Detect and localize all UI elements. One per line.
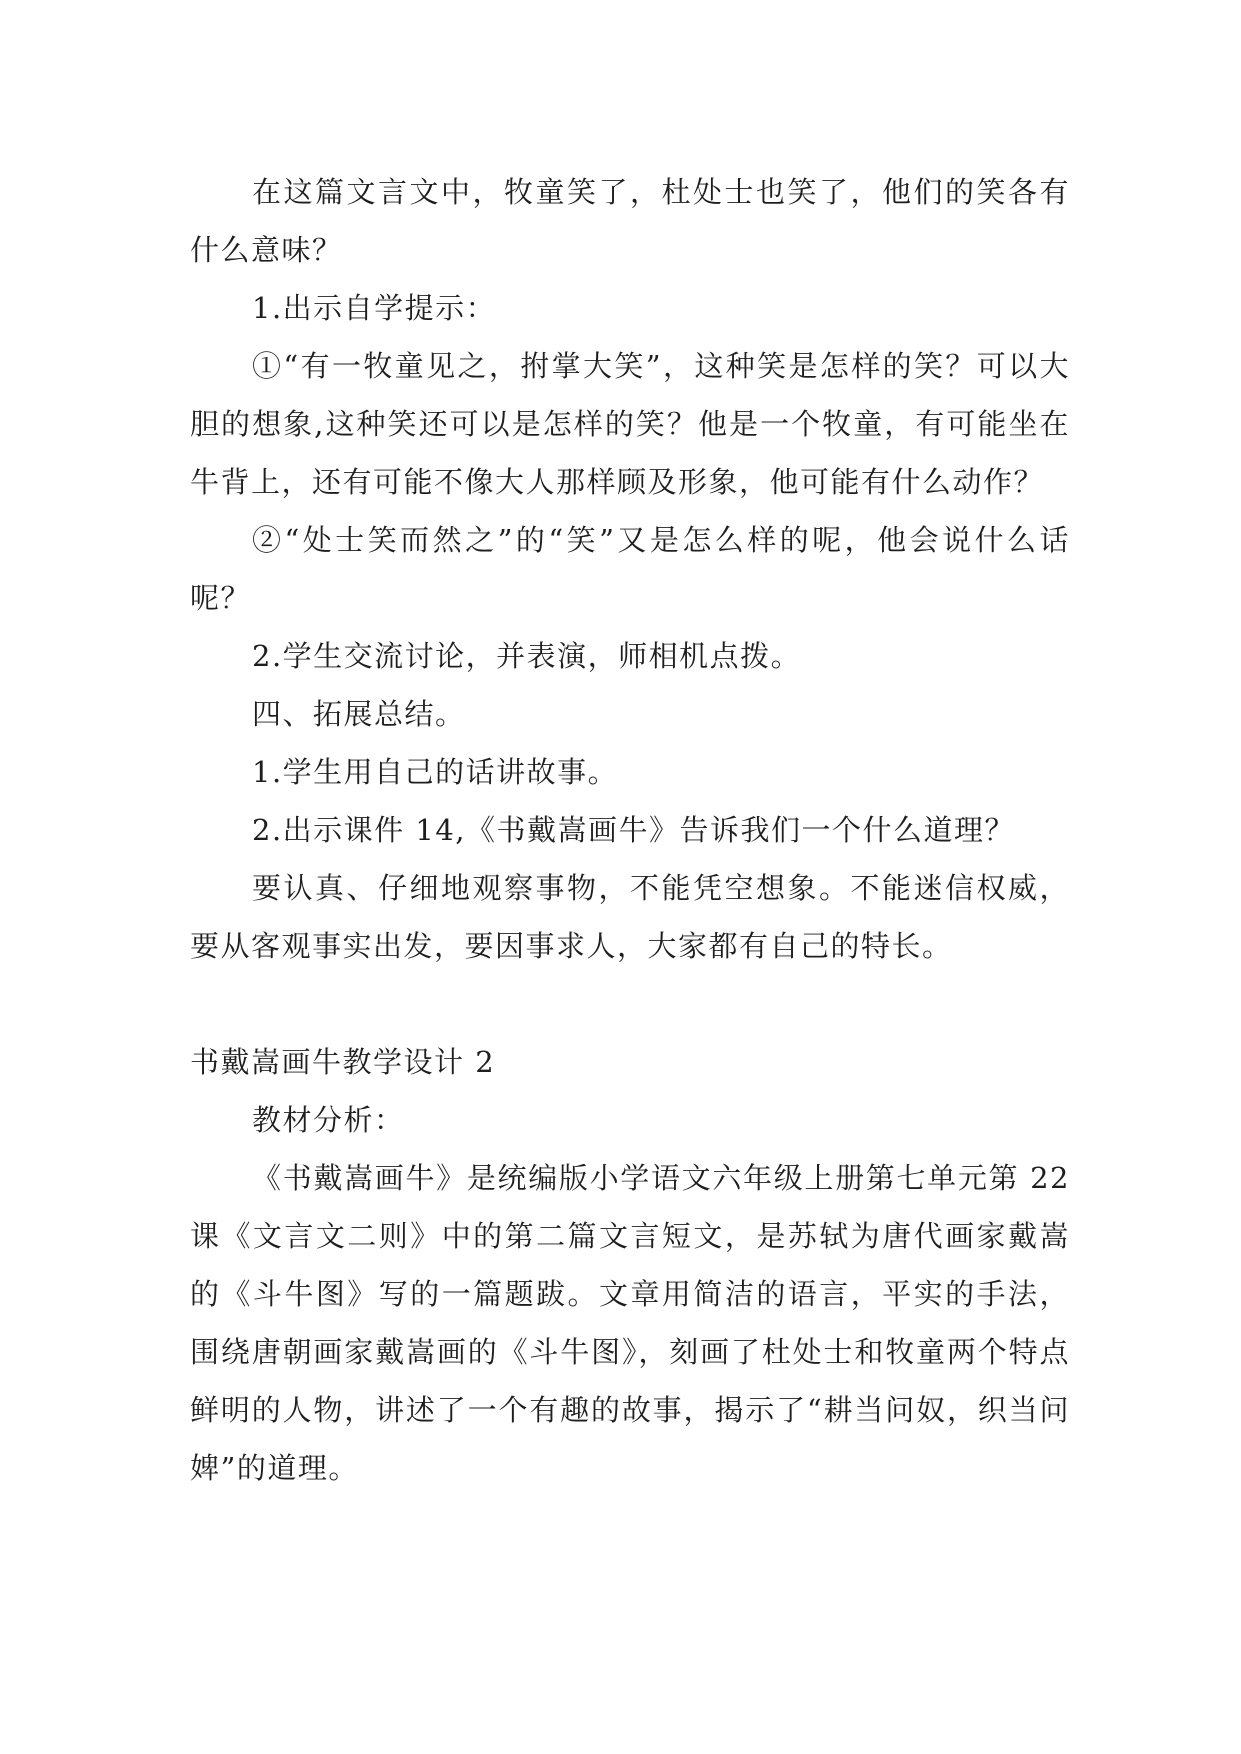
paragraph: 四、拓展总结。: [252, 697, 466, 731]
paragraph: 《书戴嵩画牛》是统编版小学语文六年级上册第七单元第 22 课《文言文二则》中的第二篇文言短文，是苏轼为唐代画家戴嵩的《斗牛图》写的一篇题跋。文章用简洁的语言，平实的手法，围绕唐朝画家戴嵩画的《斗牛图》，刻画了杜处士和牧童两个特点鲜明的人物，讲述了一个有趣的故事，揭示了“耕当问奴，织当问婢”的道理。: [190, 1161, 1070, 1485]
paragraph: 教材分析：: [252, 1103, 405, 1137]
paragraph: ②“处士笑而然之”的“笑”又是怎么样的呢，他会说什么话呢？: [190, 523, 1070, 615]
paragraph: 1.出示自学提示：: [252, 291, 497, 325]
paragraph: ①“有一牧童见之，拊掌大笑”，这种笑是怎样的笑？可以大胆的想象,这种笑还可以是怎样的笑？他是一个牧童，有可能坐在牛背上，还有可能不像大人那样顾及形象，他可能有什么动作？: [190, 349, 1070, 499]
paragraph: 1.学生用自己的话讲故事。: [252, 755, 619, 789]
paragraph: 2.出示课件 14,《书戴嵩画牛》告诉我们一个什么道理？: [252, 813, 1016, 847]
paragraph: 要认真、仔细地观察事物，不能凭空想象。不能迷信权威，要从客观事实出发，要因事求人，大家都有自己的特长。: [190, 871, 1070, 963]
paragraph: 2.学生交流讨论，并表演，师相机点拨。: [252, 639, 802, 673]
section-title: 书戴嵩画牛教学设计 2: [190, 1045, 496, 1079]
document-body: [190, 163, 1070, 1497]
paragraph: 在这篇文言文中，牧童笑了，杜处士也笑了，他们的笑各有什么意味？: [190, 175, 1070, 267]
